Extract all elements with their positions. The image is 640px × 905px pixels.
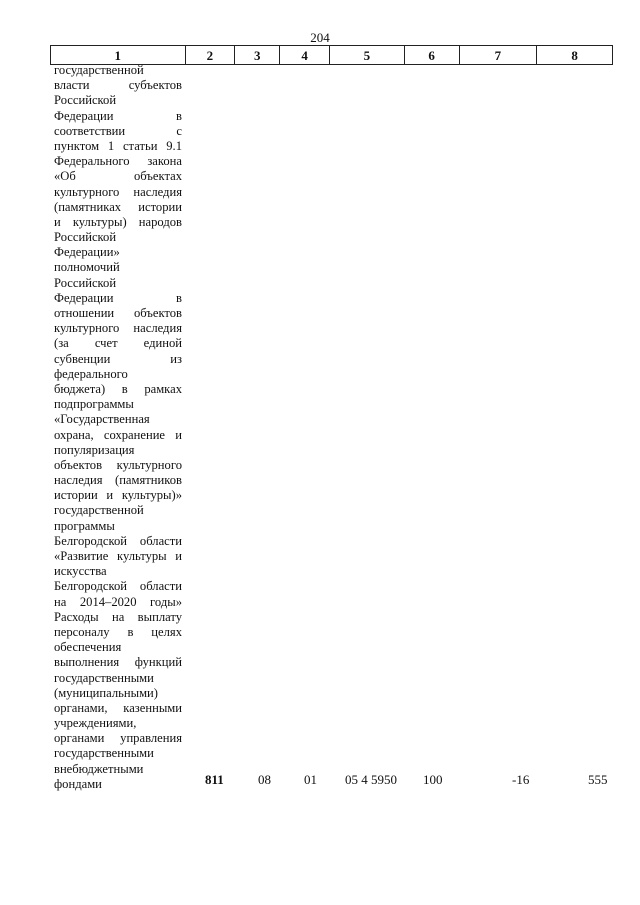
description-line: фондами: [54, 776, 102, 791]
target-article-cell: 05 4 5950: [345, 772, 397, 787]
subsection-cell: 01: [304, 772, 317, 787]
description-line: Российской: [54, 275, 117, 290]
amount-col8-cell: 555: [588, 772, 608, 787]
description-line: субвенции из: [54, 351, 182, 366]
description-line: (муниципальными): [54, 685, 158, 700]
description-line: культурного наследия: [54, 184, 182, 199]
description-line: власти субъектов: [54, 78, 182, 93]
page-number: 204: [310, 30, 330, 45]
description-line: бюджета) в рамках: [54, 381, 182, 396]
description-line: учреждениями,: [54, 716, 137, 731]
description-line: Российской: [54, 93, 117, 108]
description-line: Российской: [54, 230, 117, 245]
description-line: внебюджетными: [54, 761, 144, 776]
amount-col7-cell: -16: [512, 772, 530, 787]
description-line: (памятниках истории: [54, 199, 182, 214]
description-line: федерального: [54, 366, 128, 381]
section-cell: 08: [258, 772, 271, 787]
description-line: Белгородской области: [54, 533, 182, 548]
description-line: отношении объектов: [54, 306, 182, 320]
column-header-2: 2: [186, 46, 236, 64]
description-line: искусства: [54, 564, 107, 579]
description-line: культурного наследия: [54, 321, 182, 336]
description-line: «Об объектах: [54, 169, 182, 184]
description-line: Федерации»: [54, 245, 120, 260]
description-line: государственными: [54, 670, 154, 685]
description-line: государственной: [54, 503, 144, 518]
description-line: «Развитие культуры и: [54, 549, 182, 563]
description-line: пунктом 1 статьи 9.1: [54, 138, 182, 153]
description-line: Федерального закона: [54, 154, 182, 169]
description-line: государственными: [54, 746, 154, 761]
description-line: органами, казенными: [54, 700, 182, 715]
description-line: истории и культуры)»: [54, 488, 182, 503]
description-line: персоналу в целях: [54, 624, 182, 639]
admin-code-cell: 811: [205, 772, 224, 787]
description-line: Белгородской области: [54, 579, 182, 594]
description-line: программы: [54, 518, 115, 533]
description-line: и культуры) народов: [54, 214, 182, 229]
description-line: обеспечения: [54, 640, 122, 655]
column-header-5: 5: [330, 46, 405, 64]
column-header-3: 3: [235, 46, 280, 64]
expense-type-cell: 100: [423, 772, 443, 787]
column-header-1: 1: [51, 46, 186, 64]
description-line: охрана, сохранение и: [54, 427, 182, 442]
column-header-8: 8: [571, 48, 578, 63]
description-line: органами управления: [54, 731, 182, 746]
description-line: государственной: [54, 63, 144, 77]
description-line: Федерации в: [54, 290, 182, 305]
description-line: наследия (памятников: [54, 473, 182, 488]
description-line: полномочий: [54, 260, 120, 275]
description-line: объектов культурного: [54, 457, 182, 472]
description-line: (за счет единой: [54, 336, 182, 351]
column-header-4: 4: [280, 46, 330, 64]
column-header-7: 7: [460, 46, 538, 64]
description-line: Федерации в: [54, 108, 182, 123]
description-line: популяризация: [54, 442, 135, 457]
column-header-6: 6: [405, 46, 460, 64]
description-line: подпрограммы: [54, 397, 134, 412]
description-line: выполнения функций: [54, 655, 182, 670]
description-line: «Государственная: [54, 412, 150, 427]
description-line: на 2014–2020 годы»: [54, 594, 182, 609]
description-line: Расходы на выплату: [54, 609, 182, 624]
description-line: соответствии с: [54, 123, 182, 138]
row-description: [54, 63, 182, 792]
table-header: [50, 45, 613, 65]
